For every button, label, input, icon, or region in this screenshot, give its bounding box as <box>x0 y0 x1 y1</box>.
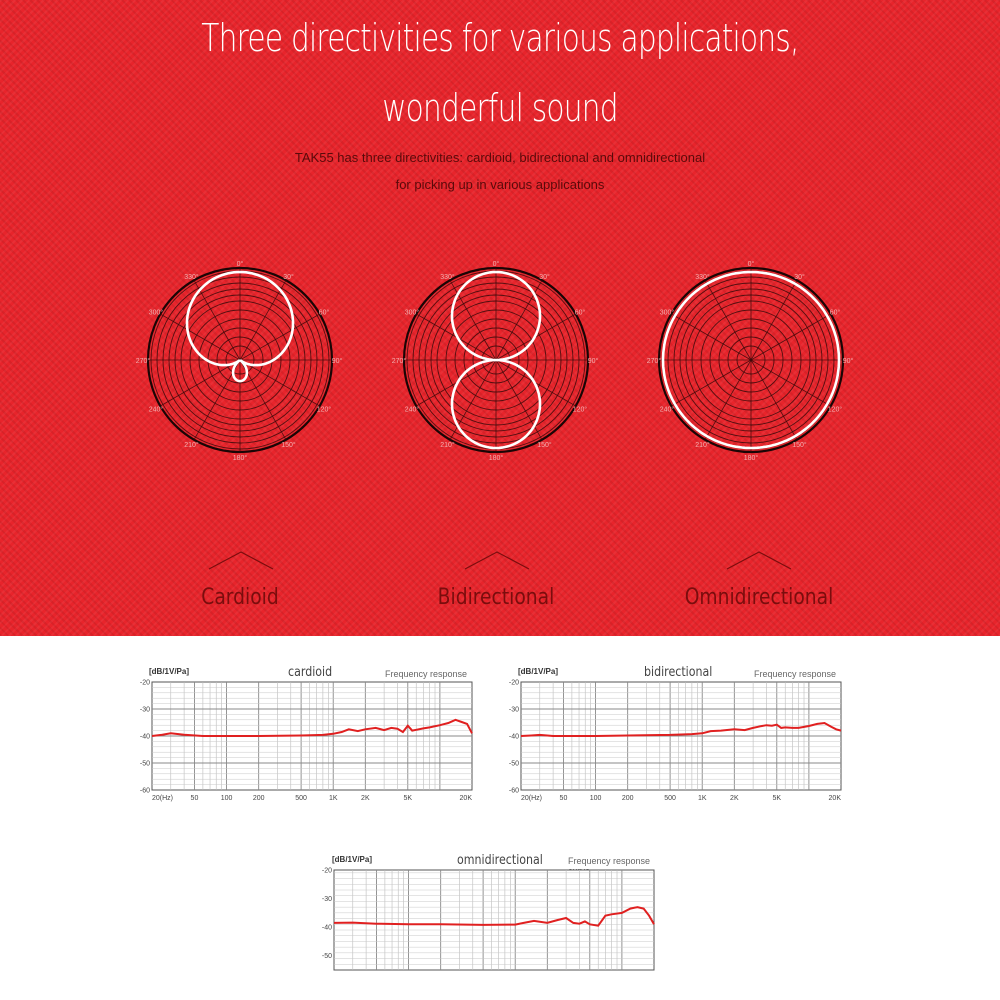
x-tick-label: 200 <box>252 795 265 802</box>
bidirectional-polar-diagram <box>391 255 601 465</box>
polar-angle-label: 30° <box>283 273 294 281</box>
polar-angle-label: 0° <box>492 261 500 268</box>
x-tick-label: 1K <box>328 795 338 802</box>
chevron-up-icon <box>726 550 792 570</box>
frequency-response-chart-omnidirectional <box>322 850 662 980</box>
frequency-response-chart-cardioid <box>140 662 480 810</box>
polar-angle-label: 180° <box>743 455 759 462</box>
polar-angle-label: 240° <box>148 406 164 414</box>
polar-angle-label: 90° <box>587 358 599 365</box>
polar-angle-label: 150° <box>281 442 296 450</box>
polar-angle-label: 210° <box>440 442 455 450</box>
polar-angle-label: 150° <box>537 442 552 450</box>
x-tick-label: 500 <box>295 795 307 802</box>
y-tick-label: -60 <box>140 787 150 795</box>
frequency-response-plot <box>140 662 480 810</box>
frequency-response-plot <box>509 662 849 810</box>
x-tick-label: 200 <box>621 795 634 802</box>
polar-angle-label: 0° <box>236 261 244 268</box>
chart-subtitle: Frequency response <box>754 669 837 679</box>
x-tick-label: 20(Hz) <box>152 795 174 802</box>
x-tick-label: 50 <box>559 795 568 802</box>
omnidirectional-polar-diagram <box>646 255 856 465</box>
page-title-line-2: wonderful sound <box>382 86 618 130</box>
y-tick-label: -50 <box>509 760 519 768</box>
polar-angle-label: 150° <box>792 442 807 450</box>
polar-angle-label: 90° <box>331 358 343 365</box>
chart-subtitle: Frequency response <box>568 856 651 866</box>
frequency-response-plot <box>322 850 662 980</box>
frequency-response-chart-bidirectional <box>509 662 849 810</box>
polar-angle-label: 240° <box>404 406 420 414</box>
cardioid-polar-diagram <box>135 255 345 465</box>
x-tick-label: 5K <box>772 795 782 802</box>
polar-angle-label: 270° <box>646 358 662 365</box>
mode-label-bidirectional: Bidirectional <box>437 585 555 610</box>
polar-angle-label: 120° <box>827 406 843 414</box>
polar-angle-label: 180° <box>232 455 248 462</box>
polar-angle-label: 0° <box>747 261 755 268</box>
x-tick-label: 20K <box>459 795 472 802</box>
polar-angle-label: 300° <box>659 309 675 317</box>
polar-angle-label: 270° <box>135 358 151 365</box>
page-title-line-1: Three directivities for various applications, <box>201 16 799 60</box>
y-axis-unit: [dB/1V/Pa] <box>149 667 190 676</box>
chart-title: cardioid <box>288 665 333 680</box>
polar-angle-label: 210° <box>184 442 199 450</box>
polar-angle-label: 30° <box>539 273 550 281</box>
polar-angle-label: 30° <box>794 273 805 281</box>
x-tick-label: 100 <box>220 795 233 802</box>
y-tick-label: -40 <box>322 924 332 932</box>
x-tick-label: 20K <box>828 795 841 802</box>
subtitle-line-2: for picking up in various applications <box>395 177 605 192</box>
y-axis-unit: [dB/1V/Pa] <box>332 855 373 864</box>
polar-angle-label: 330° <box>184 273 199 281</box>
subtitle-line-1: TAK55 has three directivities: cardioid, bidirectional and omnidirectional <box>294 150 706 165</box>
polar-angle-label: 330° <box>440 273 455 281</box>
y-tick-label: -50 <box>140 760 150 768</box>
polar-angle-label: 60° <box>574 309 586 317</box>
chart-subtitle: Frequency response <box>385 669 468 679</box>
y-tick-label: -20 <box>140 679 150 687</box>
plot-frame <box>334 870 654 970</box>
x-tick-label: 20(Hz) <box>521 795 543 802</box>
x-tick-label: 2K <box>361 795 370 802</box>
mode-label-cardioid: Cardioid <box>201 585 279 610</box>
y-tick-label: -60 <box>509 787 519 795</box>
y-axis-unit: [dB/1V/Pa] <box>518 667 559 676</box>
y-tick-label: -40 <box>140 733 150 741</box>
polar-angle-label: 120° <box>572 406 588 414</box>
polar-angle-label: 180° <box>488 455 504 462</box>
polar-angle-label: 300° <box>148 309 164 317</box>
polar-angle-label: 90° <box>842 358 854 365</box>
x-tick-label: 2K <box>730 795 739 802</box>
chart-title: bidirectional <box>644 665 713 680</box>
chart-title: omnidirectional <box>457 853 543 868</box>
polar-angle-label: 270° <box>391 358 407 365</box>
polar-angle-label: 120° <box>316 406 332 414</box>
y-tick-label: -30 <box>322 896 332 904</box>
y-tick-label: -30 <box>140 706 150 714</box>
polar-angle-label: 60° <box>318 309 330 317</box>
y-tick-label: -30 <box>509 706 519 714</box>
polar-angle-label: 60° <box>829 309 841 317</box>
polar-angle-label: 210° <box>695 442 710 450</box>
polar-angle-label: 240° <box>659 406 675 414</box>
mode-label-omnidirectional: Omnidirectional <box>684 585 834 610</box>
x-tick-label: 50 <box>190 795 199 802</box>
polar-angle-label: 300° <box>404 309 420 317</box>
x-tick-label: 1K <box>697 795 707 802</box>
x-tick-label: 5K <box>403 795 413 802</box>
y-tick-label: -40 <box>509 733 519 741</box>
y-tick-label: -50 <box>322 953 332 961</box>
x-tick-label: 100 <box>589 795 602 802</box>
x-tick-label: 500 <box>664 795 676 802</box>
chevron-up-icon <box>464 550 530 570</box>
chevron-up-icon <box>208 550 274 570</box>
y-tick-label: -20 <box>509 679 519 687</box>
polar-angle-label: 330° <box>695 273 710 281</box>
y-tick-label: -20 <box>322 867 332 875</box>
